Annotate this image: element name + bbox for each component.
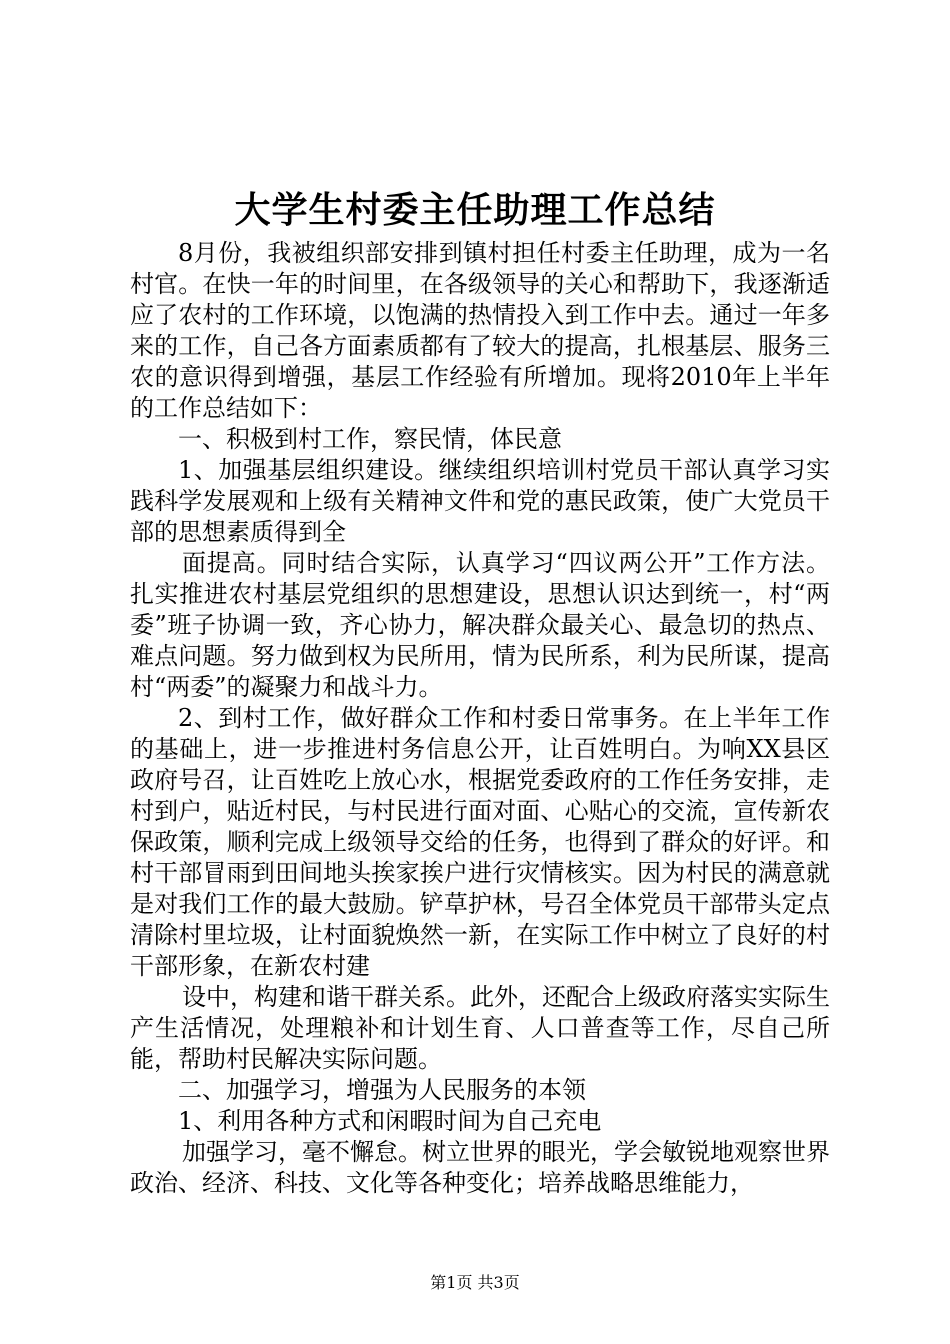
section-heading-2: 二、加强学习，增强为人民服务的本领 bbox=[178, 1076, 586, 1104]
paragraph-item-2-1: 1、利用各种方式和闲暇时间为自己充电 bbox=[178, 1107, 602, 1135]
paragraph-item-2-1-body: 加强学习，毫不懈怠。树立世界的眼光，学会敏锐地观察世界政治、经济、科技、文化等各种变化；培养战略思维能力， bbox=[130, 1138, 830, 1197]
paragraph-item-1-2: 2、到村工作，做好群众工作和村委日常事务。在上半年工作的基础上，进一步推进村务信息公开，让百姓明白。为响XX县区政府号召，让百姓吃上放心水，根据党委政府的工作任务安排，走村到户，贴近村民，与村民进行面对面、心贴心的交流，宣传新农保政策，顺利完成上级领导交给的任务，也得到了群众的好评。和村干部冒雨到田间地头挨家挨户进行灾情核实。因为村民的满意就是对我们工作的最大鼓励。铲草护林，号召全体党员干部带头定点清除村里垃圾，让村面貌焕然一新，在实际工作中树立了良好的村干部形象，在新农村建 bbox=[130, 704, 830, 980]
paragraph-intro: 8月份，我被组织部安排到镇村担任村委主任助理，成为一名村官。在快一年的时间里，在各级领导的关心和帮助下，我逐渐适应了农村的工作环境，以饱满的热情投入到工作中去。通过一年多来的工作，自己各方面素质都有了较大的提高，扎根基层、服务三农的意识得到增强，基层工作经验有所增加。现将2010年上半年的工作总结如下： bbox=[130, 239, 830, 422]
paragraph-item-1-2-continued: 设中，构建和谐干群关系。此外，还配合上级政府落实实际生产生活情况，处理粮补和计划生育、人口普查等工作，尽自己所能，帮助村民解决实际问题。 bbox=[130, 983, 830, 1073]
document-body bbox=[130, 238, 830, 1199]
section-heading-1: 一、积极到村工作，察民情，体民意 bbox=[178, 425, 562, 453]
paragraph-item-1-1: 1、加强基层组织建设。继续组织培训村党员干部认真学习实践科学发展观和上级有关精神文件和党的惠民政策，使广大党员干部的思想素质得到全 bbox=[130, 456, 830, 546]
page-number-footer: 第1页 共3页 bbox=[430, 1273, 520, 1292]
paragraph-item-1-1-continued: 面提高。同时结合实际，认真学习“四议两公开”工作方法。扎实推进农村基层党组织的思想建设，思想认识达到统一，村“两委”班子协调一致，齐心协力，解决群众最关心、最急切的热点、难点问题。努力做到权为民所用，情为民所系，利为民所谋，提高村“两委”的凝聚力和战斗力。 bbox=[130, 549, 830, 701]
document-title: 大学生村委主任助理工作总结 bbox=[234, 189, 716, 231]
